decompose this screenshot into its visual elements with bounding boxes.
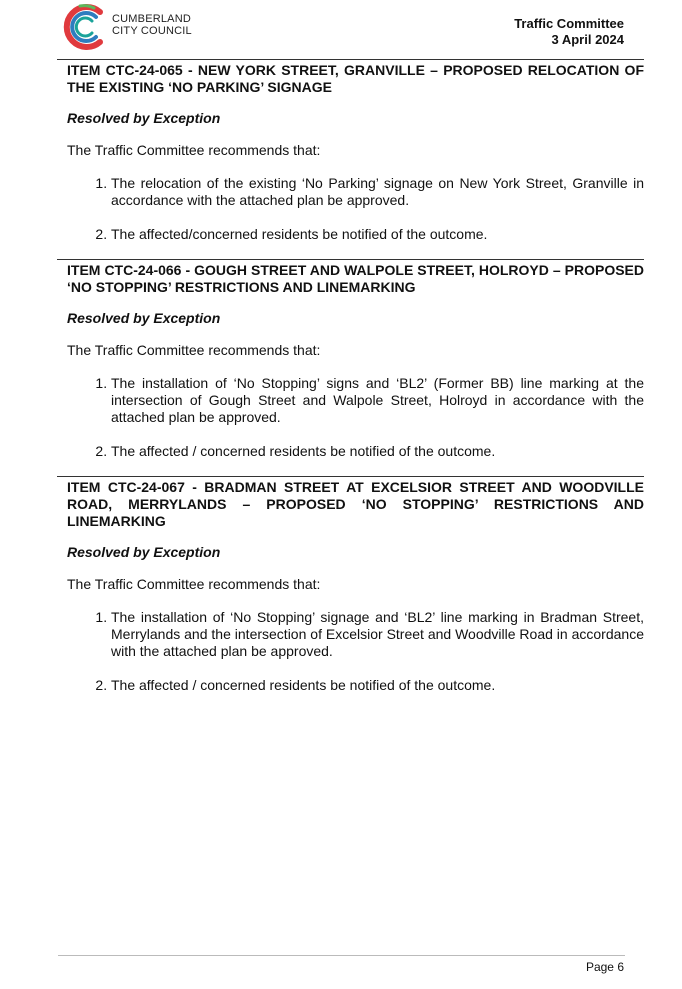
resolved-label: Resolved by Exception bbox=[67, 110, 221, 126]
header-meta bbox=[514, 16, 624, 48]
recommendation-intro: The Traffic Committee recommends that: bbox=[67, 342, 321, 358]
council-logo-icon bbox=[60, 0, 110, 54]
recommendation-list bbox=[67, 609, 644, 694]
meeting-date: 3 April 2024 bbox=[551, 32, 624, 47]
recommendation-item: 2. The affected / concerned residents be notified of the outcome. bbox=[111, 443, 644, 460]
recommendation-item: 2. The affected/concerned residents be notified of the outcome. bbox=[111, 226, 644, 243]
footer-divider bbox=[58, 955, 625, 956]
minutes-content bbox=[67, 59, 644, 694]
logo-text bbox=[112, 13, 192, 37]
logo-line-1: CUMBERLAND bbox=[112, 13, 192, 25]
recommendation-list bbox=[67, 375, 644, 460]
resolved-label: Resolved by Exception bbox=[67, 544, 221, 560]
recommendation-item: 2. The affected / concerned residents be notified of the outcome. bbox=[111, 677, 644, 694]
page-number: Page 6 bbox=[585, 960, 624, 974]
item-title: ITEM CTC-24-065 - NEW YORK STREET, GRANVILLE – PROPOSED RELOCATION OF THE EXISTING ‘NO PARKING’ SIGNAGE bbox=[57, 59, 644, 96]
recommendation-item: 1. The installation of ‘No Stopping’ signage and ‘BL2’ line marking in Bradman Street, Merrylands and the intersection of Excelsior Street and Woodville Road in accordance with the attached plan be approved. bbox=[111, 609, 644, 660]
item-title: ITEM CTC-24-067 - BRADMAN STREET AT EXCELSIOR STREET AND WOODVILLE ROAD, MERRYLANDS – PROPOSED ‘NO STOPPING’ RESTRICTIONS AND LINEMARKING bbox=[57, 476, 644, 530]
recommendation-intro: The Traffic Committee recommends that: bbox=[67, 142, 321, 158]
recommendation-item: 1. The installation of ‘No Stopping’ signs and ‘BL2’ (Former BB) line marking at the intersection of Gough Street and Walpole Street, Holroyd in accordance with the attached plan be approved. bbox=[111, 375, 644, 426]
recommendation-intro: The Traffic Committee recommends that: bbox=[67, 576, 321, 592]
committee-name: Traffic Committee bbox=[514, 16, 624, 31]
logo-line-2: CITY COUNCIL bbox=[112, 25, 192, 37]
agenda-item bbox=[67, 476, 644, 694]
item-title: ITEM CTC-24-066 - GOUGH STREET AND WALPOLE STREET, HOLROYD – PROPOSED ‘NO STOPPING’ RESTRICTIONS AND LINEMARKING bbox=[57, 259, 644, 296]
council-logo bbox=[60, 0, 260, 54]
recommendation-item: 1. The relocation of the existing ‘No Parking’ signage on New York Street, Granville in accordance with the attached plan be approved. bbox=[111, 175, 644, 209]
agenda-item bbox=[67, 259, 644, 460]
recommendation-list bbox=[67, 175, 644, 243]
resolved-label: Resolved by Exception bbox=[67, 310, 221, 326]
agenda-item bbox=[67, 59, 644, 243]
